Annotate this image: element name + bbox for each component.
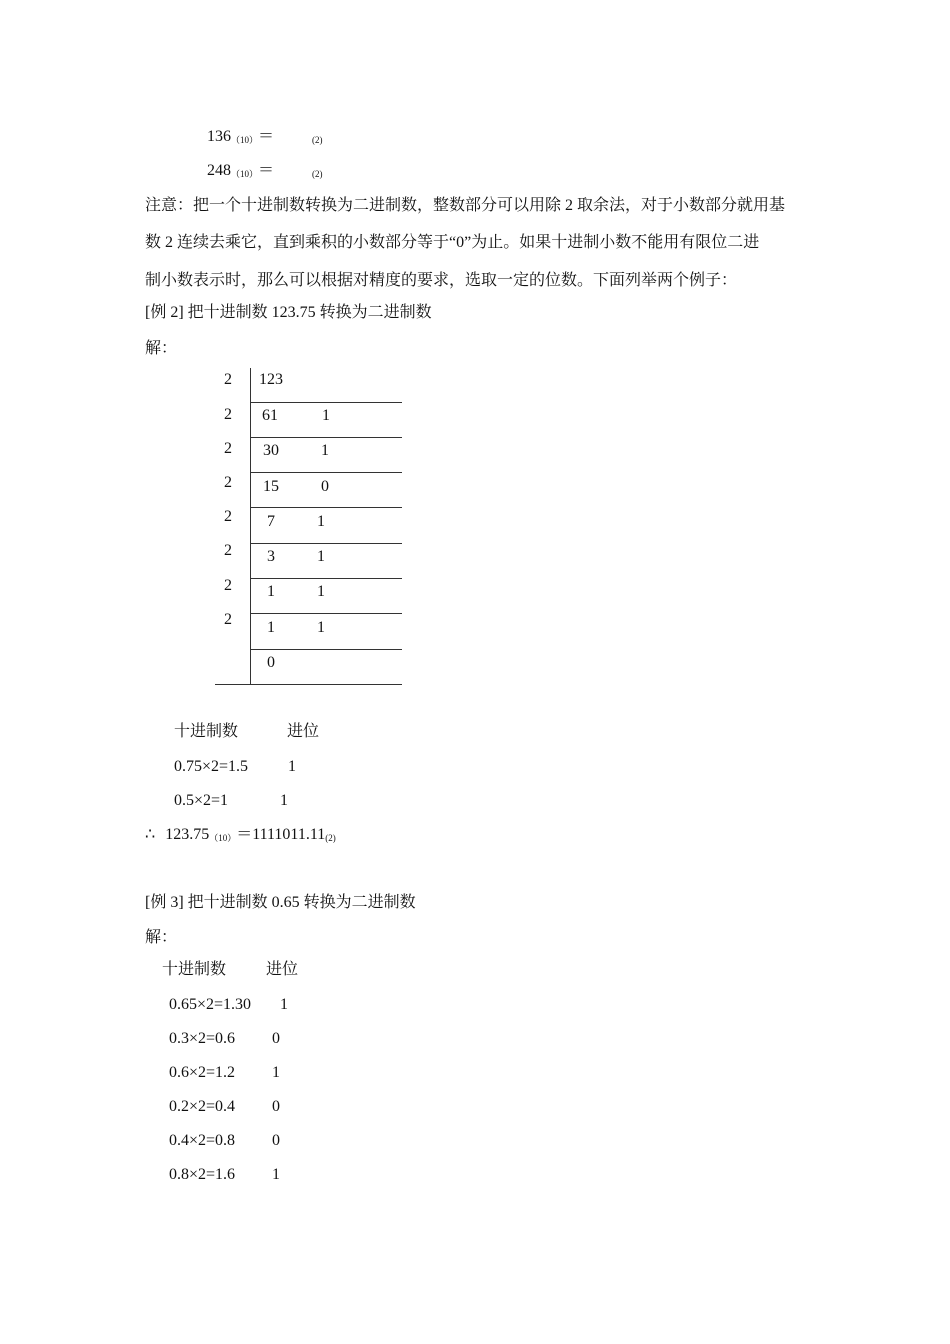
- example2-title: [例 2] 把十进制数 123.75 转换为二进制数: [145, 304, 432, 321]
- quotient: 61: [262, 407, 278, 424]
- ex3-carry: 1: [280, 996, 288, 1013]
- quotient: 1: [267, 619, 275, 636]
- frac-header-carry: 进位: [287, 723, 320, 740]
- division-rule: [250, 437, 402, 438]
- divisor: 2: [224, 474, 232, 491]
- example3-solution-label: 解：: [145, 929, 178, 946]
- eq-sign: ＝: [258, 162, 275, 179]
- eq-target-base: (2): [312, 169, 323, 179]
- divisor: 2: [224, 542, 232, 559]
- eq-sign: ＝: [258, 128, 275, 145]
- divisor: 2: [224, 611, 232, 628]
- ex3-expr: 0.3×2=0.6: [169, 1030, 236, 1047]
- quotient: 123: [259, 371, 283, 388]
- divisor: 2: [224, 508, 232, 525]
- division-rule: [250, 402, 402, 403]
- quotient: 3: [267, 548, 275, 565]
- remainder: 1: [317, 513, 325, 530]
- note-line-2: 数 2 连续去乘它，直到乘积的小数部分等于“0”为止。如果十进制小数不能用有限位二进: [145, 234, 760, 251]
- remainder: 1: [317, 619, 325, 636]
- example2-solution-label: 解：: [145, 340, 178, 357]
- ex3-carry: 1: [272, 1166, 280, 1183]
- frac-carry: 1: [288, 758, 296, 775]
- frac-expr: 0.75×2=1.5: [174, 758, 249, 775]
- remainder: 1: [321, 442, 329, 459]
- ex3-carry: 0: [272, 1132, 280, 1149]
- divisor: 2: [224, 440, 232, 457]
- equation-248: [207, 161, 323, 184]
- division-bottom-rule: [215, 684, 402, 685]
- division-rule: [250, 578, 402, 579]
- quotient: 7: [267, 513, 275, 530]
- division-rule: [250, 472, 402, 473]
- ex3-expr: 0.6×2=1.2: [169, 1064, 236, 1081]
- example3-title: [例 3] 把十进制数 0.65 转换为二进制数: [145, 894, 416, 911]
- divisor: 2: [224, 406, 232, 423]
- ex3-expr: 0.8×2=1.6: [169, 1166, 236, 1183]
- eq-left: 136: [207, 128, 231, 145]
- result-base10: （10）: [209, 833, 237, 843]
- ex3-header-decimal: 十进制数: [162, 961, 227, 978]
- division-rule: [250, 543, 402, 544]
- ex3-header-carry: 进位: [266, 961, 299, 978]
- divisor: 2: [224, 577, 232, 594]
- result-base2: (2): [325, 833, 336, 843]
- ex3-expr: 0.2×2=0.4: [169, 1098, 236, 1115]
- example2-result: [145, 825, 336, 848]
- ex3-carry: 0: [272, 1030, 280, 1047]
- division-vertical-rule: [250, 368, 251, 685]
- remainder: 1: [317, 548, 325, 565]
- ex3-carry: 0: [272, 1098, 280, 1115]
- quotient: 1: [267, 583, 275, 600]
- division-rule: [250, 613, 402, 614]
- therefore-symbol: ∴: [145, 826, 156, 843]
- remainder: 0: [321, 478, 329, 495]
- remainder: 1: [322, 407, 330, 424]
- result-binary: ＝1111011.11: [236, 826, 326, 843]
- ex3-carry: 1: [272, 1064, 280, 1081]
- eq-target-base: (2): [312, 135, 323, 145]
- division-rule: [250, 649, 402, 650]
- result-value: 123.75: [165, 826, 210, 843]
- ex3-expr: 0.4×2=0.8: [169, 1132, 236, 1149]
- quotient: 0: [267, 654, 275, 671]
- note-line-1: 注意：把一个十进制数转换为二进制数，整数部分可以用除 2 取余法，对于小数部分就用基: [145, 197, 786, 214]
- division-rule: [250, 507, 402, 508]
- eq-base: （10）: [231, 135, 259, 145]
- quotient: 15: [263, 478, 279, 495]
- frac-carry: 1: [280, 792, 288, 809]
- frac-header-decimal: 十进制数: [174, 723, 239, 740]
- frac-expr: 0.5×2=1: [174, 792, 229, 809]
- equation-136: [207, 127, 323, 150]
- divisor: 2: [224, 371, 232, 388]
- eq-left: 248: [207, 162, 231, 179]
- remainder: 1: [317, 583, 325, 600]
- quotient: 30: [263, 442, 279, 459]
- eq-base: （10）: [231, 169, 259, 179]
- ex3-expr: 0.65×2=1.30: [169, 996, 252, 1013]
- note-line-3: 制小数表示时，那么可以根据对精度的要求，选取一定的位数。下面列举两个例子：: [145, 272, 738, 289]
